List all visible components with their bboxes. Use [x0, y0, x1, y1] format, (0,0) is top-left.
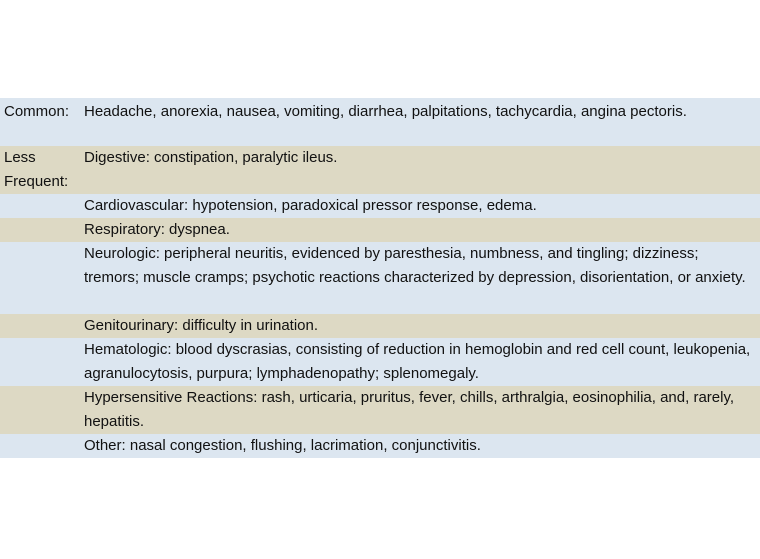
row-text-respiratory: Respiratory: dyspnea.: [84, 221, 230, 238]
table-row-respiratory: [0, 218, 760, 242]
row-label-less-frequent: [0, 146, 80, 194]
row-label-empty: [0, 386, 80, 434]
row-label-empty: [0, 218, 80, 242]
row-label-empty: [0, 314, 80, 338]
row-text-cardiovascular: Cardiovascular: hypotension, paradoxical pressor response, edema.: [84, 197, 537, 214]
table-row-genitourinary: [0, 314, 760, 338]
row-text-hypersensitive: Hypersensitive Reactions: rash, urticaria, pruritus, fever, chills, arthralgia, eosinophilia, and, rarely, hepatitis.: [84, 389, 735, 430]
row-text-genitourinary: Genitourinary: difficulty in urination.: [84, 317, 319, 334]
row-label-less: Less: [4, 149, 36, 166]
table-row-cardiovascular: [0, 194, 760, 218]
row-label-empty: [0, 434, 80, 458]
row-text-other: Other: nasal congestion, flushing, lacrimation, conjunctivitis.: [84, 437, 481, 454]
table-row-other: [0, 434, 760, 458]
table-row-hypersensitive: [0, 386, 760, 434]
row-text-common: Headache, anorexia, nausea, vomiting, diarrhea, palpitations, tachycardia, angina pectoris.: [84, 103, 687, 120]
row-text-hematologic: Hematologic: blood dyscrasias, consisting of reduction in hemoglobin and red cell count, leukopenia, agranulocytosis, purpura; lymphadenopathy; splenomegaly.: [84, 341, 751, 382]
row-label-empty: [0, 338, 80, 386]
row-text-digestive: Digestive: constipation, paralytic ileus.: [84, 149, 338, 166]
row-text-neurologic: Neurologic: peripheral neuritis, evidenced by paresthesia, numbness, and tingling; dizziness; tremors; muscle cramps; psychotic reactions characterized by depression, disorientation, or anxiety.: [84, 245, 746, 286]
adverse-reactions-table: [0, 98, 760, 458]
row-label-common: Common:: [4, 103, 70, 120]
row-label-empty: [0, 242, 80, 314]
table-row-neurologic: [0, 242, 760, 314]
table-row-common: [0, 98, 760, 146]
row-label-frequent: Frequent:: [4, 173, 69, 190]
row-label-empty: [0, 194, 80, 218]
table-row-digestive: [0, 146, 760, 194]
table-row-hematologic: [0, 338, 760, 386]
